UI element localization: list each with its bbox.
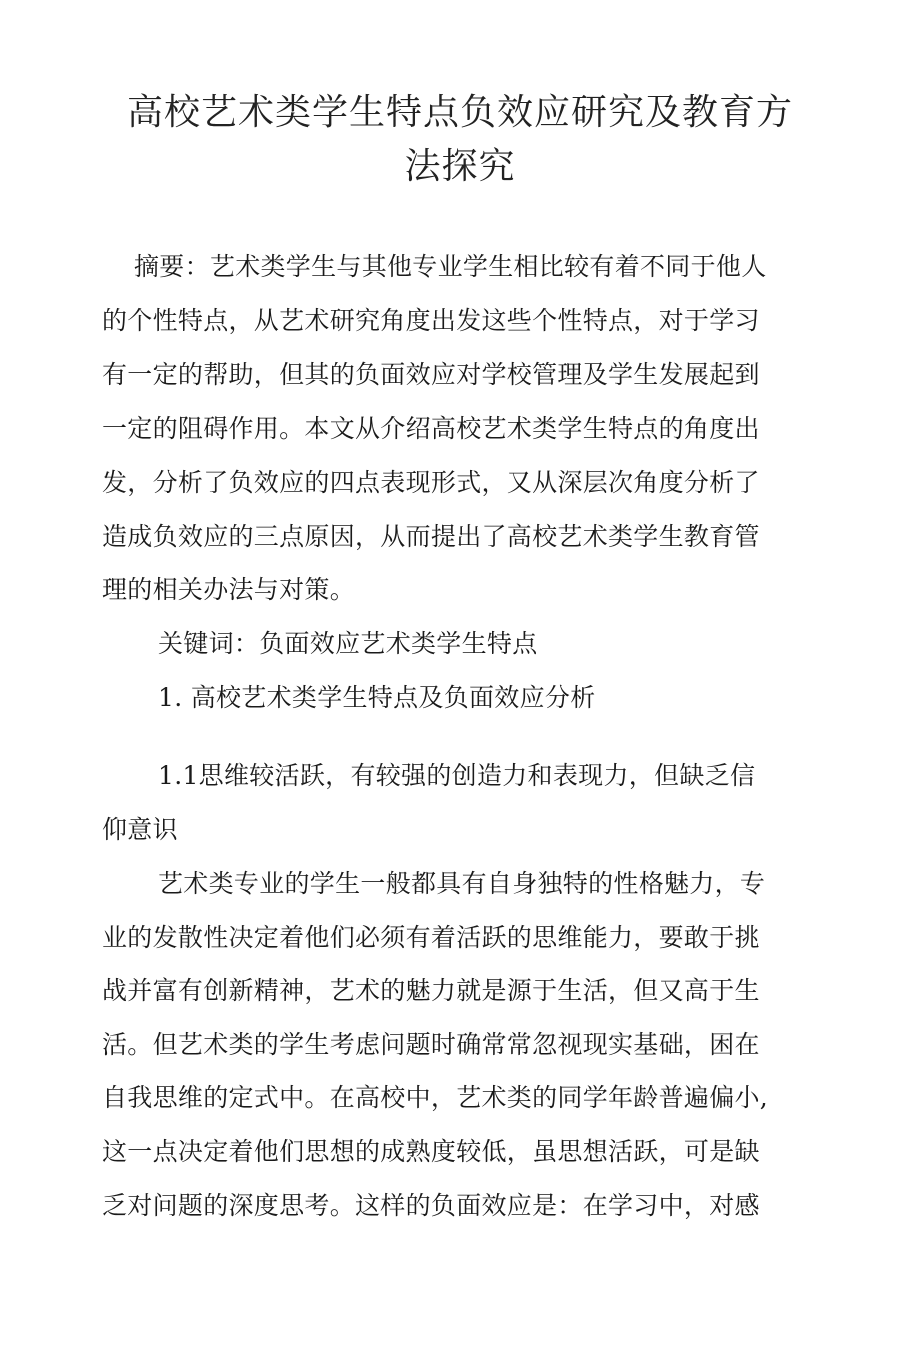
document-title-line-1: 高校艺术类学生特点负效应研究及教育方 xyxy=(126,92,793,133)
body-line: 活。但艺术类的学生考虑问题时确常常忽视现实基础，困在 xyxy=(102,1030,760,1059)
subsection-heading-line: 仰意识 xyxy=(102,815,178,844)
document-title-line-2: 法探究 xyxy=(404,146,516,187)
body-line: 艺术类专业的学生一般都具有自身独特的性格魅力，专 xyxy=(158,869,766,898)
subsection-heading-line: 1.1思维较活跃，有较强的创造力和表现力，但缺乏信 xyxy=(158,761,756,790)
body-line: 业的发散性决定着他们必须有着活跃的思维能力，要敢于挑 xyxy=(102,923,760,952)
section-heading: 1. 高校艺术类学生特点及负面效应分析 xyxy=(158,683,596,712)
body-line: 这一点决定着他们思想的成熟度较低，虽思想活跃，可是缺 xyxy=(102,1137,760,1166)
abstract-line: 摘要：艺术类学生与其他专业学生相比较有着不同于他人 xyxy=(134,252,767,281)
body-line: 自我思维的定式中。在高校中，艺术类的同学年龄普遍偏小, xyxy=(102,1083,769,1112)
abstract-line: 的个性特点，从艺术研究角度出发这些个性特点，对于学习 xyxy=(102,306,760,335)
keywords-line: 关键词：负面效应艺术类学生特点 xyxy=(158,629,538,658)
abstract-line: 发，分析了负效应的四点表现形式，又从深层次角度分析了 xyxy=(102,468,760,497)
abstract-line: 造成负效应的三点原因，从而提出了高校艺术类学生教育管 xyxy=(102,522,760,551)
abstract-line: 理的相关办法与对策。 xyxy=(102,575,356,604)
body-line: 战并富有创新精神，艺术的魅力就是源于生活，但又高于生 xyxy=(102,976,760,1005)
abstract-line: 有一定的帮助，但其的负面效应对学校管理及学生发展起到 xyxy=(102,360,760,389)
abstract-line: 一定的阻碍作用。本文从介绍高校艺术类学生特点的角度出 xyxy=(102,414,760,443)
body-line: 乏对问题的深度思考。这样的负面效应是：在学习中，对感 xyxy=(102,1191,760,1220)
